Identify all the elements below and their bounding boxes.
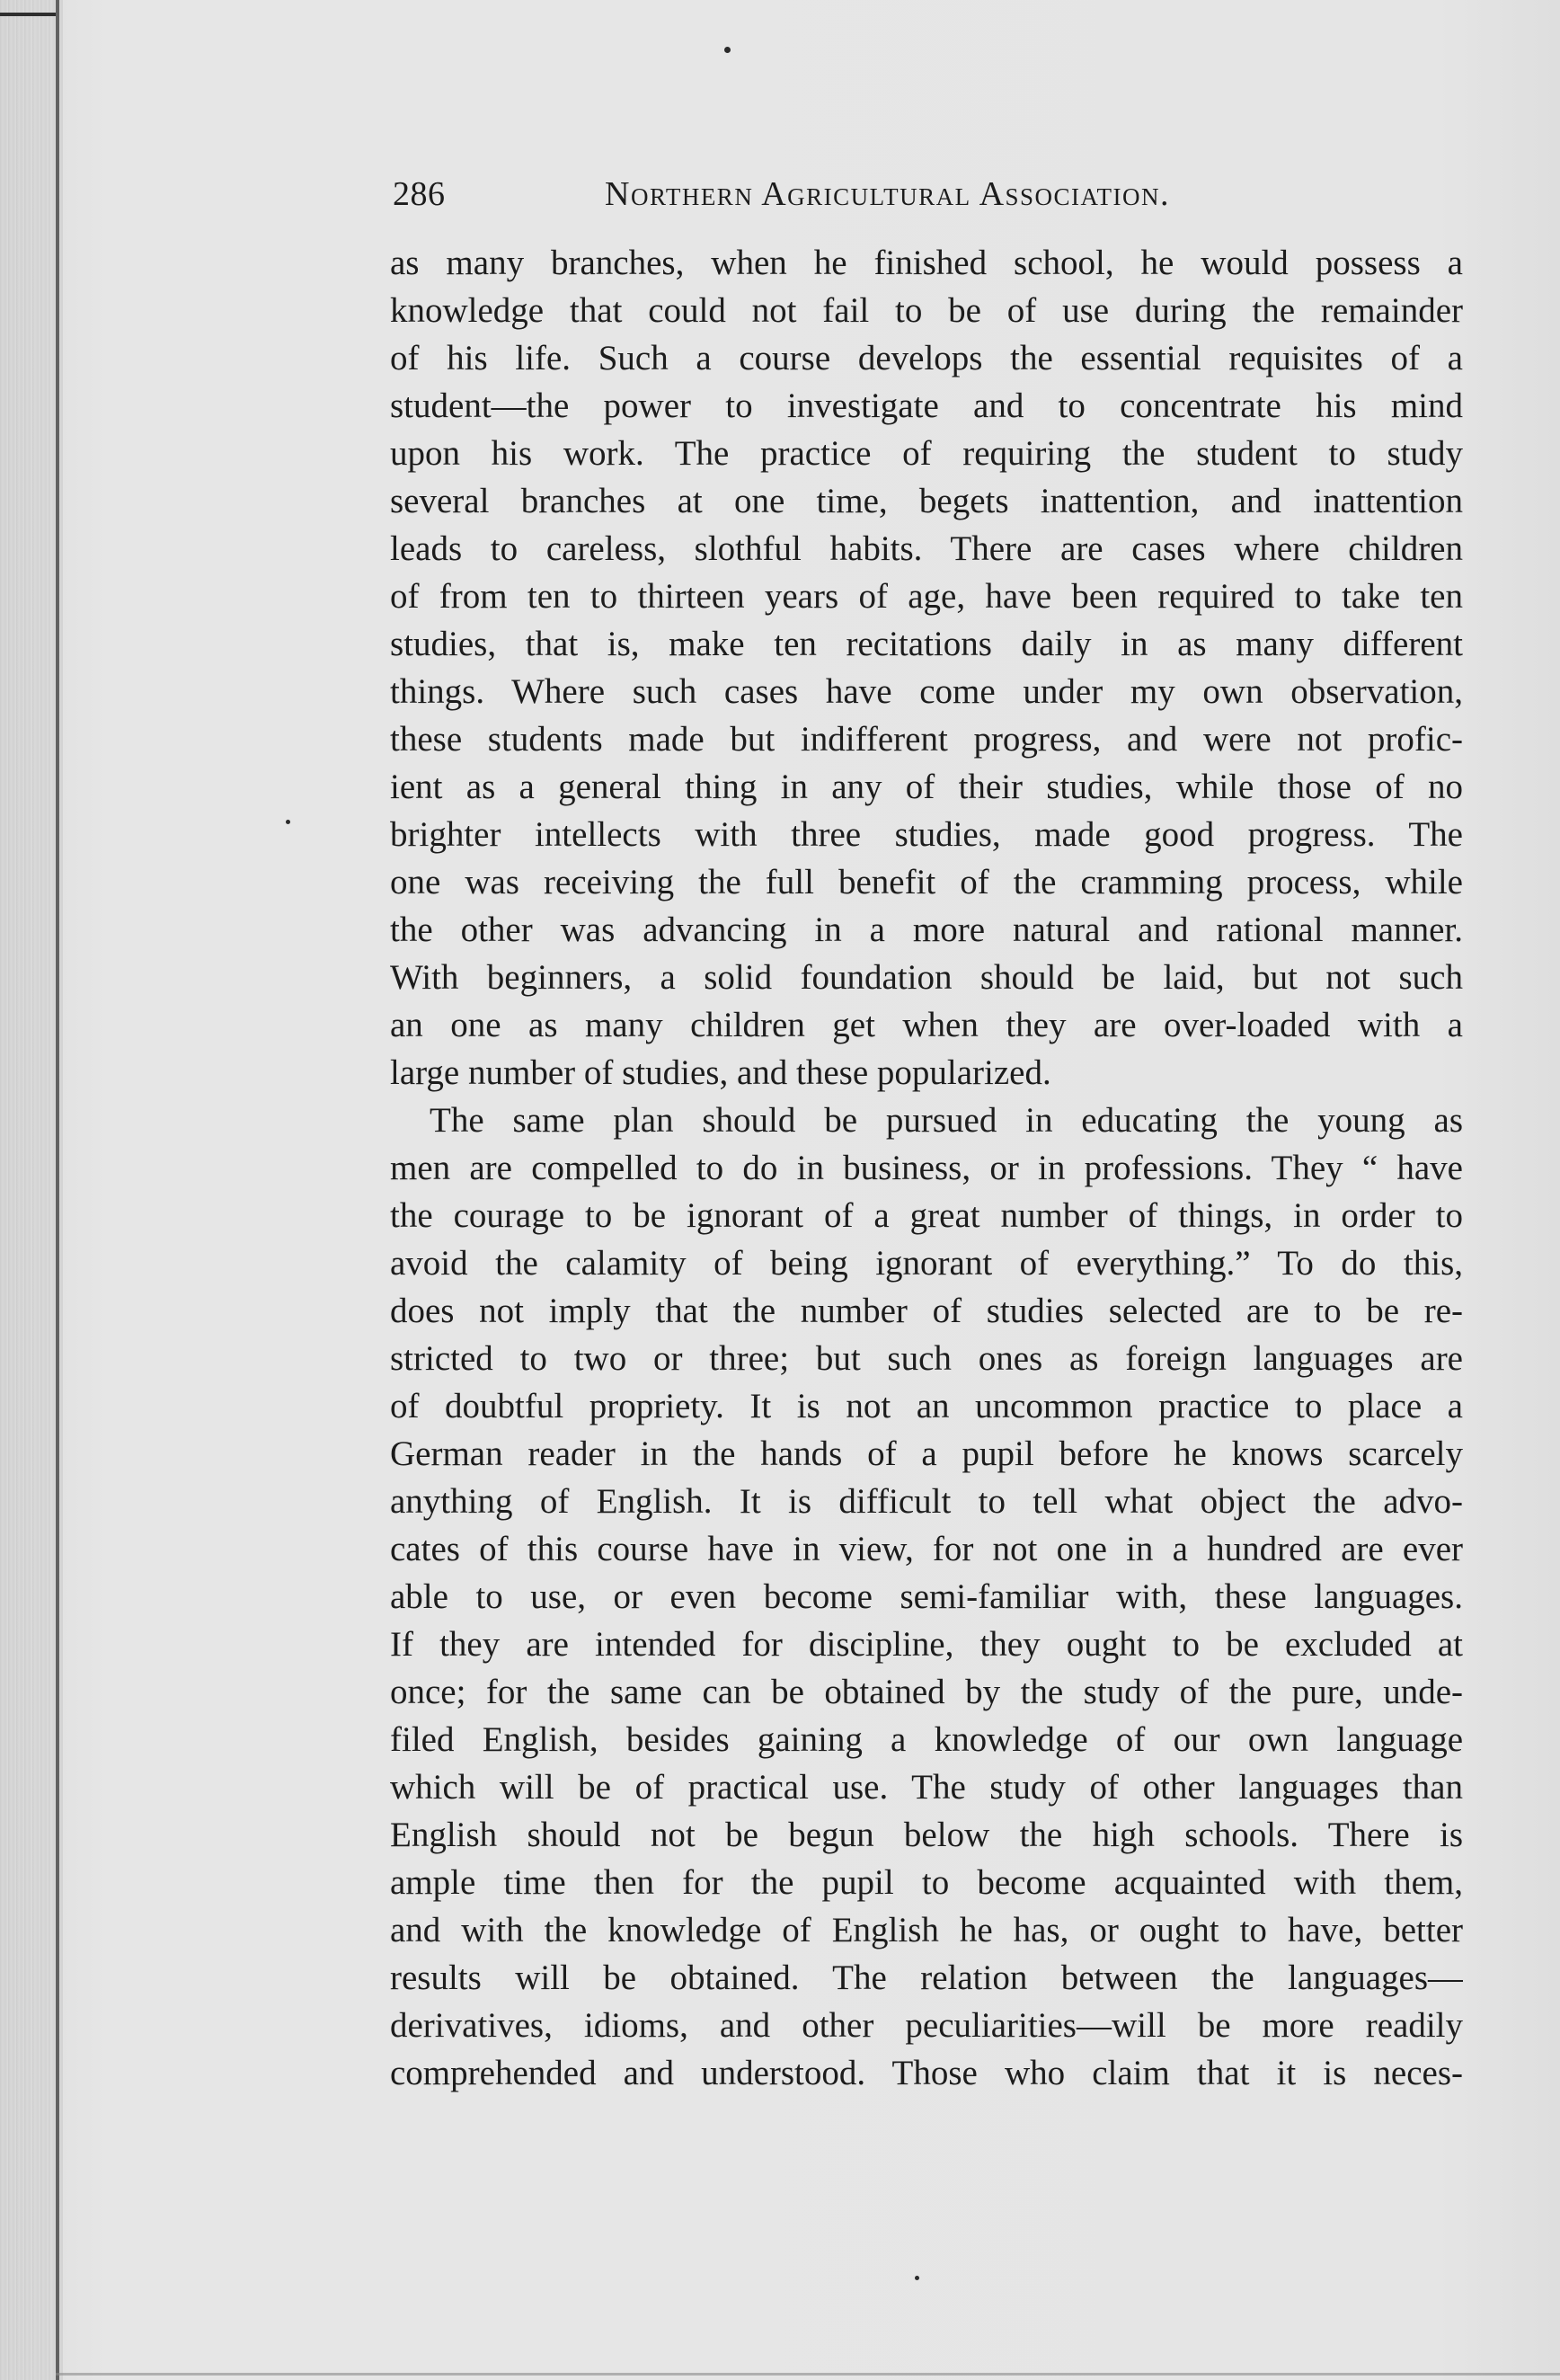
text-line-paragraph-start: The same plan should be pursued in educating the young as [430, 1101, 1463, 1140]
book-spine-shadow [0, 0, 63, 2380]
speck-left [286, 820, 290, 824]
text-line: ample time then for the pupil to become acquainted with them, [390, 1863, 1463, 1902]
text-line: as many branches, when he finished school, he would possess a [390, 244, 1463, 282]
text-line: once; for the same can be obtained by the study of the pure, unde- [390, 1673, 1463, 1711]
page-number: 286 [393, 175, 446, 213]
text-line: cates of this course have in view, for not one in a hundred are ever [390, 1530, 1463, 1568]
text-line: avoid the calamity of being ignorant of everything.” To do this, [390, 1244, 1463, 1283]
text-line: brighter intellects with three studies, made good progress. The [390, 815, 1463, 854]
speck-bottom [915, 2276, 919, 2280]
text-line: English should not be begun below the high schools. There is [390, 1816, 1463, 1854]
text-line: German reader in the hands of a pupil before he knows scarcely [390, 1434, 1463, 1473]
text-line: several branches at one time, begets inattention, and inattention [390, 482, 1463, 520]
page-gutter-edge [56, 0, 59, 2380]
text-line-paragraph-end: large number of studies, and these popularized. [390, 1053, 1051, 1092]
text-line: men are compelled to do in business, or in professions. They “ have [390, 1149, 1463, 1187]
text-line: of from ten to thirteen years of age, have been required to take ten [390, 577, 1463, 616]
page-bottom-edge [56, 2373, 1560, 2376]
text-line: If they are intended for discipline, they ought to be excluded at [390, 1625, 1463, 1664]
text-line: an one as many children get when they are over-loaded with a [390, 1006, 1463, 1044]
text-line: derivatives, idioms, and other peculiarities—will be more readily [390, 2006, 1463, 2045]
page-header [393, 171, 1471, 218]
text-line: does not imply that the number of studies selected are to be re- [390, 1292, 1463, 1330]
running-head: Northern Agricultural Association. [605, 175, 1171, 213]
text-line: these students made but indifferent progress, and were not profic- [390, 720, 1463, 759]
text-line: filed English, besides gaining a knowledge of our own language [390, 1720, 1463, 1759]
speck-top [724, 47, 731, 53]
text-line: comprehended and understood. Those who claim that it is neces- [390, 2054, 1463, 2092]
text-line: and with the knowledge of English he has, or ought to have, better [390, 1911, 1463, 1949]
text-line: knowledge that could not fail to be of use during the remainder [390, 291, 1463, 330]
text-line: which will be of practical use. The study of other languages than [390, 1768, 1463, 1807]
text-line: things. Where such cases have come under my own observation, [390, 672, 1463, 711]
text-line: one was receiving the full benefit of the cramming process, while [390, 863, 1463, 901]
text-line: student—the power to investigate and to concentrate his mind [390, 386, 1463, 425]
text-line: of his life. Such a course develops the essential requisites of a [390, 339, 1463, 377]
text-line: stricted to two or three; but such ones as foreign languages are [390, 1339, 1463, 1378]
text-line: ient as a general thing in any of their studies, while those of no [390, 768, 1463, 806]
text-line: the other was advancing in a more natural and rational manner. [390, 910, 1463, 949]
corner-mark [0, 13, 56, 16]
text-line: upon his work. The practice of requiring the student to study [390, 434, 1463, 473]
text-line: With beginners, a solid foundation should be laid, but not such [390, 958, 1463, 997]
text-line: studies, that is, make ten recitations daily in as many different [390, 625, 1463, 663]
text-line: able to use, or even become semi-familiar with, these languages. [390, 1577, 1463, 1616]
text-line: anything of English. It is difficult to tell what object the advo- [390, 1482, 1463, 1521]
text-line: leads to careless, slothful habits. There are cases where children [390, 529, 1463, 568]
body-text [390, 239, 1463, 2097]
text-line: of doubtful propriety. It is not an uncommon practice to place a [390, 1387, 1463, 1425]
text-line: the courage to be ignorant of a great number of things, in order to [390, 1196, 1463, 1235]
text-line: results will be obtained. The relation between the languages— [390, 1958, 1463, 1997]
